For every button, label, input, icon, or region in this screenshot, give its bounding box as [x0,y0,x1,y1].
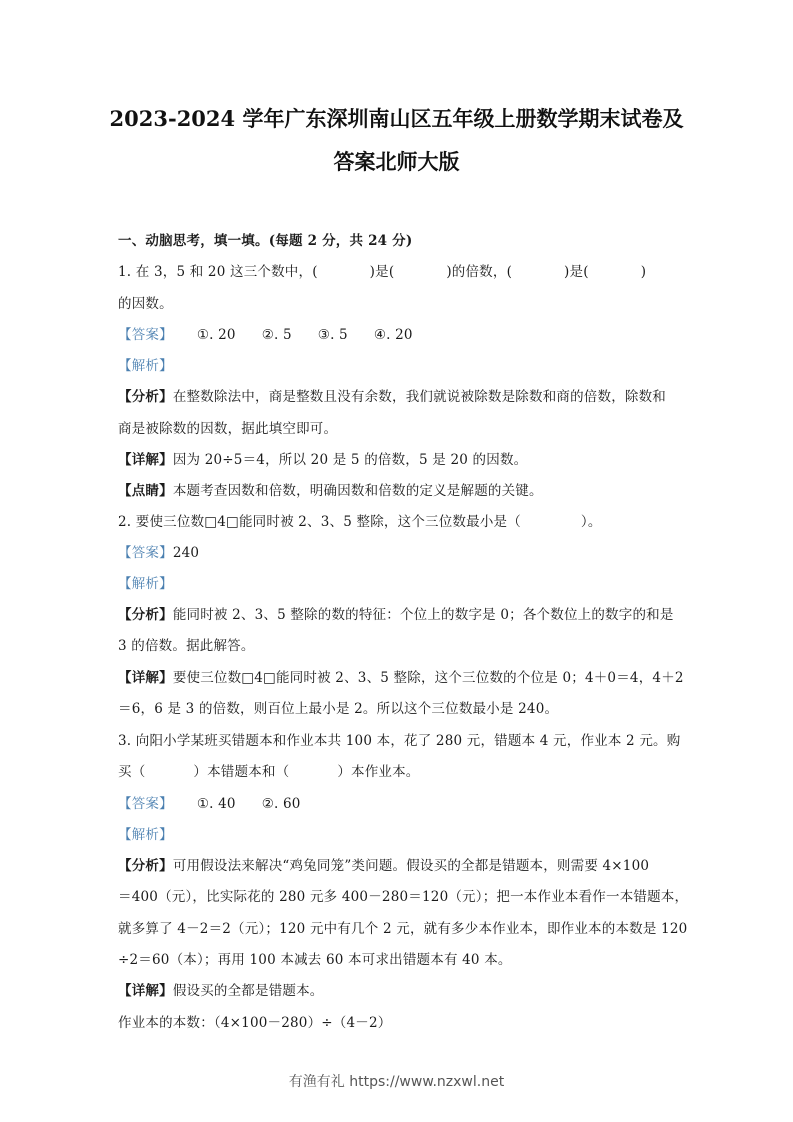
q1-answer-4: ④. 20 [373,327,413,343]
q3-fenxi-line2: ＝400（元），比实际花的 280 元多 400－280＝120（元）；把一本作业本看作一本错题本， [118,889,689,905]
answer-tag: 【答案】 [118,545,173,561]
q1-dianjing: 【点睛】本题考查因数和倍数，明确因数和倍数的定义是解题的关键。 [118,483,543,499]
document-title-line2: 答案北师大版 [333,149,460,174]
q1-xiangjie: 【详解】因为 20÷5＝4，所以 20 是 5 的倍数，5 是 20 的因数。 [118,452,528,468]
q2-fenxi-line2: 3 的倍数。据此解答。 [118,638,255,654]
q1-fenxi-line2: 商是被除数的因数，据此填空即可。 [118,421,338,437]
q3-stem-line2: 买（ ）本错题本和（ ）本作业本。 [118,764,420,780]
q2-xiangjie-line1: 【详解】要使三位数□4□能同时被 2、3、5 整除，这个三位数的个位是 0；4＋0＝4，4＋2 [118,670,684,686]
answer-tag: 【答案】 [118,327,173,343]
q2-fenxi-line1: 【分析】能同时被 2、3、5 整除的数的特征：个位上的数字是 0；各个数位上的数字的和是 [118,607,674,623]
q1-answer-1: ①. 20 [196,327,236,343]
q1-stem-line2: 的因数。 [118,296,173,312]
q3-analysis-tag: 【解析】 [118,827,173,843]
q3-xiangjie: 【详解】假设买的全都是错题本。 [118,983,324,999]
section-heading: 一、动脑思考，填一填。(每题 2 分，共 24 分) [118,233,413,249]
q1-answer [118,323,439,343]
q3-answer-2: ②. 60 [261,796,301,812]
q1-analysis-tag: 【解析】 [118,358,173,374]
q2-answer-value: 240 [172,545,200,561]
q3-answer-1: ①. 40 [196,796,236,812]
q3-fenxi-line1: 【分析】可用假设法来解决“鸡兔同笼”类问题。假设买的全都是错题本，则需要 4×100 [118,858,650,874]
q1-fenxi-line1: 【分析】在整数除法中，商是整数且没有余数，我们就说被除数是除数和商的倍数，除数和 [118,389,667,405]
q3-calc: 作业本的本数：（4×100－280）÷（4－2） [118,1015,392,1031]
q1-stem-line1: 1. 在 3，5 和 20 这三个数中，( )是( )的倍数，( )是( ) [118,264,647,280]
q1-answer-2: ②. 5 [261,327,292,343]
q2-stem: 2. 要使三位数□4□能同时被 2、3、5 整除，这个三位数最小是（ ）。 [118,514,602,530]
q2-analysis-tag: 【解析】 [118,576,173,592]
footer-watermark: 有渔有礼 https://www.nzxwl.net [288,1074,505,1090]
document-title-line1: 2023-2024 学年广东深圳南山区五年级上册数学期末试卷及 [109,106,684,131]
q1-answer-3: ③. 5 [317,327,348,343]
q3-fenxi-line3: 就多算了 4－2＝2（元）；120 元中有几个 2 元，就有多少本作业本，即作业本的本数是 120 [118,921,688,937]
answer-tag: 【答案】 [118,796,173,812]
q3-fenxi-line4: ÷2＝60（本）；再用 100 本减去 60 本可求出错题本有 40 本。 [118,952,512,968]
q3-stem-line1: 3. 向阳小学某班买错题本和作业本共 100 本，花了 280 元，错题本 4 元，作业本 2 元。购 [118,733,681,749]
q2-xiangjie-line2: ＝6，6 是 3 的倍数，则百位上最小是 2。所以这个三位数最小是 240。 [118,701,559,717]
q3-answer [118,792,327,812]
q2-answer [118,541,199,561]
